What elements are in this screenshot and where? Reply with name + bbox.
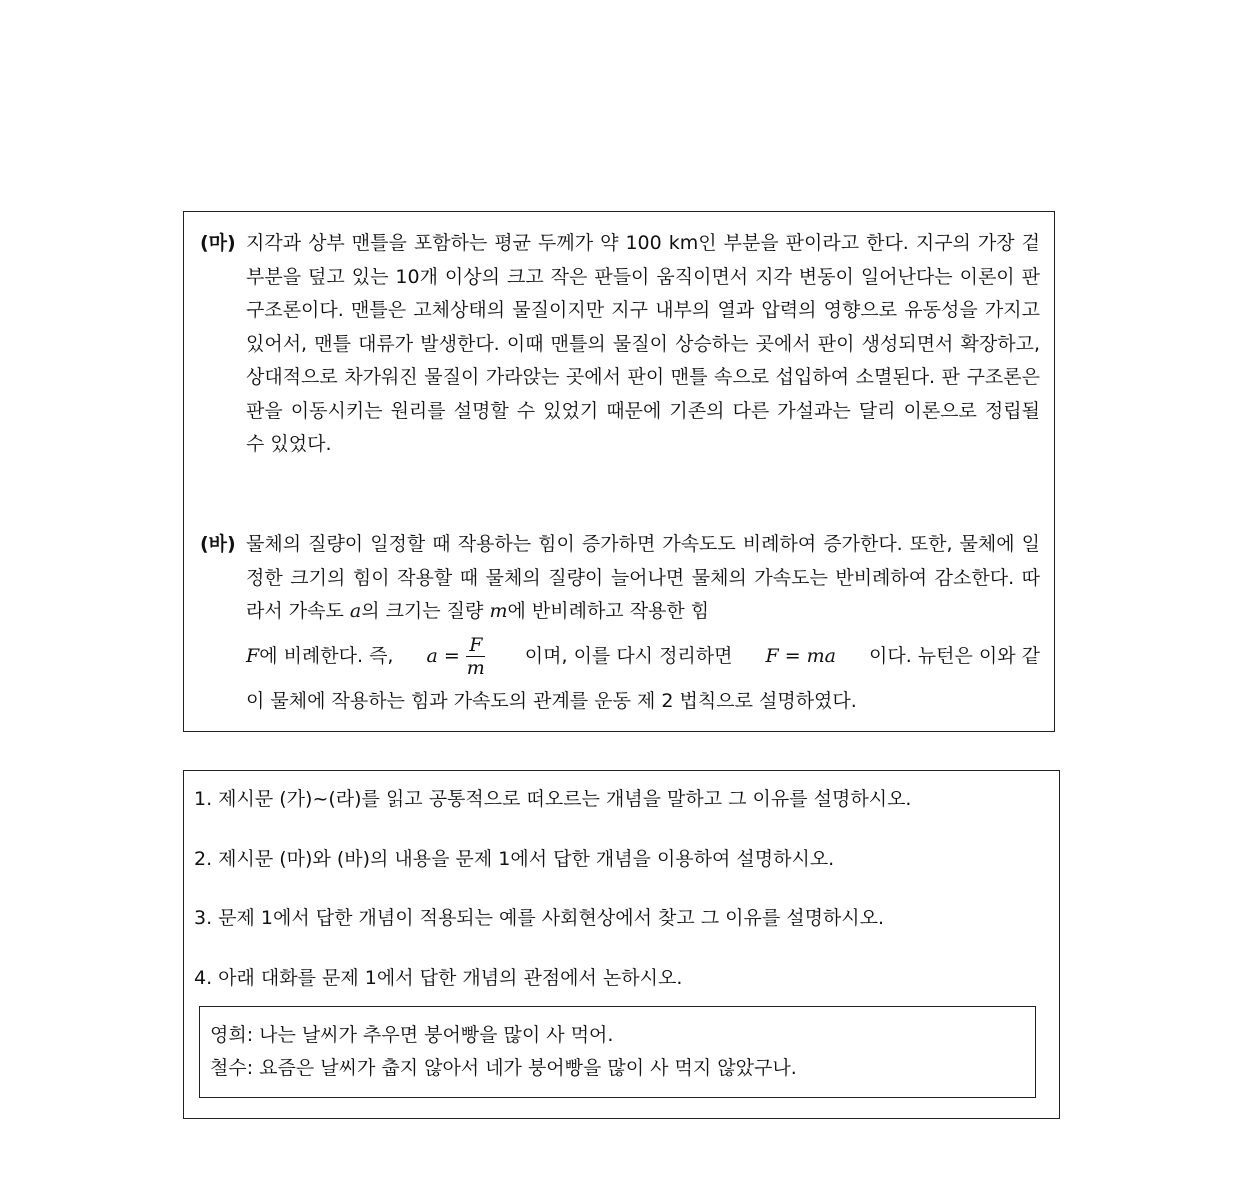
variable-a: a xyxy=(349,600,362,622)
dialogue-line-younghee: 영희: 나는 날씨가 추우면 붕어빵을 많이 사 먹어. xyxy=(210,1024,614,1046)
passage-text-ba-main: 물체의 질량이 일정할 때 작용하는 힘이 증가하면 가속도도 비례하여 증가한다. 또한, 물체에 일정한 크기의 힘이 작용할 때 물체의 질량이 늘어나면 물체의 가속도는 반비례하여 감소한다. 따라서 가속도 xyxy=(246,533,1040,622)
dialogue-box xyxy=(199,1006,1036,1098)
passage-text-ba-a-size: 의 크기는 질량 xyxy=(361,600,484,622)
formula-expression xyxy=(426,634,491,679)
passage-ba xyxy=(200,528,1040,718)
fraction xyxy=(464,634,488,679)
fraction-numerator: F xyxy=(466,634,485,657)
passage-label-ma: (마) xyxy=(200,232,236,254)
variable-F: F xyxy=(246,644,260,667)
dialogue-line-cheolsu: 철수: 요즘은 날씨가 춥지 않아서 네가 붕어빵을 많이 사 먹지 않았구나. xyxy=(210,1057,797,1079)
passage-body-ba xyxy=(246,528,1040,718)
question-3: 3. 문제 1에서 답한 개념이 적용되는 예를 사회현상에서 찾고 그 이유를 설명하시오. xyxy=(194,907,885,929)
fraction-denominator: m xyxy=(466,657,485,679)
question-box xyxy=(183,770,1060,1119)
question-2: 2. 제시문 (마)와 (바)의 내용을 문제 1에서 답한 개념을 이용하여 설명하시오. xyxy=(194,848,835,870)
variable-m: m xyxy=(489,600,508,622)
question-4: 4. 아래 대화를 문제 1에서 답한 개념의 관점에서 논하시오. xyxy=(194,967,683,989)
passage-box xyxy=(183,211,1055,732)
formula-line xyxy=(246,629,1040,685)
formula-f-ma: F = ma xyxy=(765,644,836,667)
formula-line-left xyxy=(246,640,393,674)
passage-text-ma: 지각과 상부 맨틀을 포함하는 평균 두께가 약 100 km인 부분을 판이라고 한다. 지구의 가장 겉 부분을 덮고 있는 10개 이상의 크고 작은 판들이 움직이면서 지각 변동이 일어난다는 이론이 판 구조론이다. 맨틀은 고체상태의 물질이지만 지구 내부의 열과 압력의 영향으로 유동성을 가지고 있어서, 맨틀 대류가 발생한다. 이때 맨틀의 물질이 상승하는 곳에서 판이 생성되면서 확장하고, 상대적으로 차가워진 물질이 가라앉는 곳에서 판이 맨틀 속으로 섭입하여 소멸된다. 판 구조론은 판을 이동시키는 원리를 설명할 수 있었기 때문에 기존의 다른 가설과는 달리 이론으로 정립될 수 있었다. xyxy=(246,232,1040,455)
question-1: 1. 제시문 (가)~(라)를 읽고 공통적으로 떠오르는 개념을 말하고 그 이유를 설명하시오. xyxy=(194,788,912,810)
passage-text-ba-ime: 이며, 이를 다시 정리하면 xyxy=(524,644,733,667)
passage-text-ba-ida: 이다. 뉴턴은 이와 같 xyxy=(868,644,1040,667)
passage-text-ba-F-prop: 에 비례한다. 즉, xyxy=(259,644,394,667)
formula-lhs: a = xyxy=(426,645,460,667)
passage-ma xyxy=(200,227,1040,462)
passage-label-ba: (바) xyxy=(200,533,236,555)
passage-text-ba-last: 이 물체에 작용하는 힘과 가속도의 관계를 운동 제 2 법칙으로 설명하였다. xyxy=(246,689,857,712)
passage-text-ba-m-inverse: 에 반비례하고 작용한 힘 xyxy=(507,600,710,622)
